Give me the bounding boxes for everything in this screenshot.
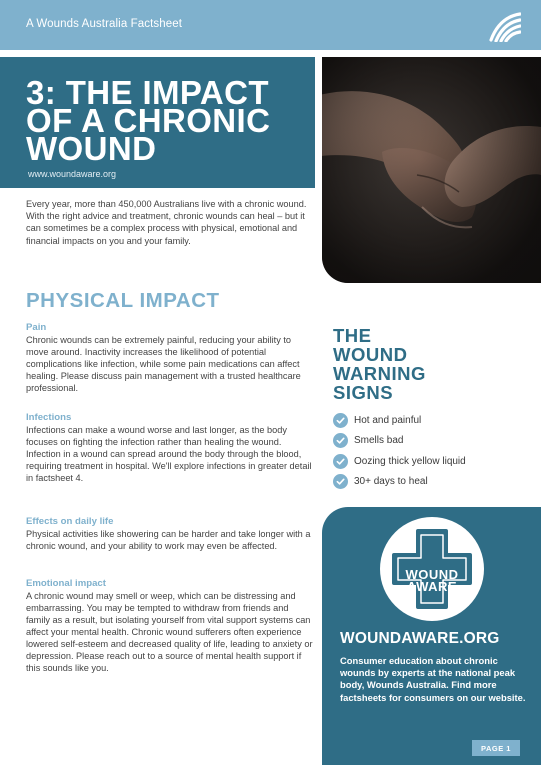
- intro-paragraph: Every year, more than 450,000 Australians live with a chronic wound. With the right advice and treatment, chronic wounds can heal – but it can sometimes be a complex process with physical, emotional and financial impacts on you and your family.: [26, 199, 307, 246]
- warning-sign-label: Hot and painful: [354, 414, 422, 426]
- pain-heading: Pain: [26, 322, 47, 333]
- warning-sign-label: Oozing thick yellow liquid: [354, 455, 466, 467]
- warning-signs-heading: THE WOUND WARNING SIGNS: [333, 325, 426, 403]
- warning-sign-label: 30+ days to heal: [354, 476, 428, 488]
- daily-life-section: [26, 516, 314, 552]
- website-url[interactable]: www.woundaware.org: [28, 169, 117, 179]
- emotional-impact-section: [26, 578, 314, 674]
- page-title: 3: THE IMPACT OF A CHRONIC WOUND: [26, 74, 271, 167]
- page-number-badge: PAGE 1: [472, 740, 520, 756]
- top-bar: [0, 0, 541, 50]
- check-circle-icon: [333, 433, 348, 448]
- hands-photo: [322, 57, 541, 283]
- list-item: [333, 451, 466, 472]
- daily-life-heading: Effects on daily life: [26, 516, 114, 527]
- infections-heading: Infections: [26, 412, 72, 423]
- list-item: [333, 431, 466, 452]
- badge-line-1: WOUND: [405, 567, 459, 582]
- check-circle-icon: [333, 413, 348, 428]
- site-name[interactable]: WOUNDAWARE.ORG: [340, 630, 500, 647]
- woundaware-logo: [378, 515, 486, 623]
- check-circle-icon: [333, 474, 348, 489]
- hero-banner: [0, 57, 315, 188]
- pain-section: [26, 322, 314, 394]
- emotional-impact-heading: Emotional impact: [26, 578, 106, 589]
- hands-illustration: [322, 57, 541, 283]
- check-circle-icon: [333, 454, 348, 469]
- woundaware-panel: [322, 507, 541, 765]
- badge-org: .org: [451, 593, 461, 599]
- pain-body: Chronic wounds can be extremely painful, reducing your ability to move around. Inactivity increases the likelihood of potential complications like infection, while some pain medications can affect healing. Please discuss pain management with a trusted healthcare professional.: [26, 335, 301, 393]
- factsheet-label: A Wounds Australia Factsheet: [26, 18, 183, 30]
- list-item: [333, 410, 466, 431]
- wave-swoosh-icon: [487, 10, 521, 42]
- warning-signs-list: [333, 410, 466, 492]
- woundaware-description: Consumer education about chronic wounds by experts at the national peak body, Wounds Australia. Find more factsheets for consumers on our website.: [340, 655, 526, 703]
- badge-line-2: AWARE: [406, 579, 458, 594]
- warning-sign-label: Smells bad: [354, 435, 404, 447]
- infections-body: Infections can make a wound worse and last longer, as the body focuses on fighting the infection rather than healing the wound. Infection in a wound can spread around the body through the blood, requiring treatment in hospital. We'll explore infections in greater detail in factsheet 4.: [26, 425, 312, 483]
- physical-impact-heading: PHYSICAL IMPACT: [26, 289, 220, 312]
- emotional-impact-body: A chronic wound may smell or weep, which can be distressing and embarrassing. You may be tempted to withdraw from friends and family as a result, but isolating yourself from vital support systems can affect your mental health. Chronic wound sufferers often experience lowered self-esteem and decreased quality of life, leading to anxiety or depression. Please reach out to a source of mental health support if this sounds like you.: [26, 591, 313, 673]
- daily-life-body: Physical activities like showering can be harder and take longer with a chronic wound, and your ability to work may even be affected.: [26, 529, 311, 551]
- list-item: [333, 472, 466, 493]
- infections-section: [26, 412, 314, 484]
